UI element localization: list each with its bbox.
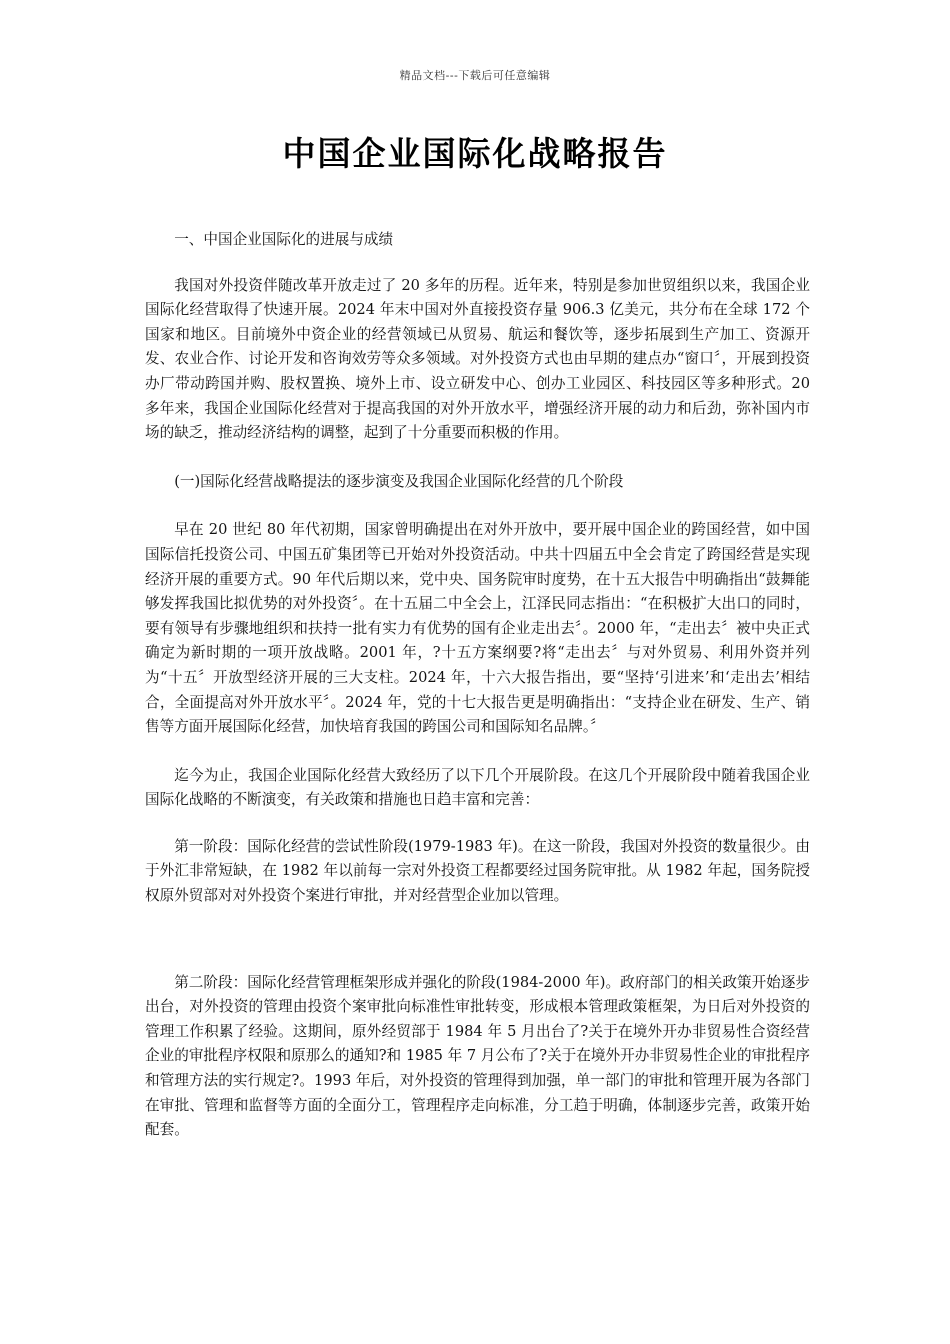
header-note: 精品文档---下载后可任意编辑 (399, 69, 551, 82)
paragraph-1: 我国对外投资伴随改革开放走过了 20 多年的历程。近年来，特别是参加世贸组织以来，我国企业国际化经营取得了快速开展。2024 年末中国对外直接投资存量 906.3 亿美元，共分布在全球 172 个国家和地区。目前境外中资企业的经营领域已从贸易、航运和餐饮等，逐步拓展到生产加工、资源开发、农业合作、讨论开发和咨询效劳等众多领域。对外投资方式也由早期的建点办“窗口〞，开展到投资办厂带动跨国并购、股权置换、境外上市、设立研发中心、创办工业园区、科技园区等多种形式。20 多年来，我国企业国际化经营对于提高我国的对外开放水平，增强经济开展的动力和后劲，弥补国内市场的缺乏，推动经济结构的调整，起到了十分重要而积极的作用。 (145, 276, 810, 442)
section-heading-2: (一)国际化经营战略提法的逐步演变及我国企业国际化经营的几个阶段 (174, 472, 624, 490)
section-heading-1: 一、中国企业国际化的进展与成绩 (174, 231, 394, 248)
document-body (145, 228, 810, 1143)
paragraph-stage-2: 第二阶段：国际化经营管理框架形成并强化的阶段(1984-2000 年)。政府部门的相关政策开始逐步出台，对外投资的管理由投资个案审批向标准性审批转变，形成根本管理政策框架，为日后对外投资的管理工作积累了经验。这期间，原外经贸部于 1984 年 5 月出台了?关于在境外开办非贸易性合资经营企业的审批程序权限和原那么的通知?和 1985 年 7 月公布了?关于在境外开办非贸易性企业的审批程序和管理方法的实行规定?。1993 年后，对外投资的管理得到加强，单一部门的审批和管理开展为各部门在审批、管理和监督等方面的全面分工，管理程序走向标准，分工趋于明确，体制逐步完善，政策开始配套。 (145, 973, 810, 1139)
document-title: 中国企业国际化战略报告 (282, 134, 668, 173)
paragraph-2: 早在 20 世纪 80 年代初期，国家曾明确提出在对外开放中，要开展中国企业的跨国经营，如中国国际信托投资公司、中国五矿集团等已开始对外投资活动。中共十四届五中全会肯定了跨国经营是实现经济开展的重要方式。90 年代后期以来，党中央、国务院审时度势，在十五大报告中明确指出“鼓舞能够发挥我国比拟优势的对外投资〞。在十五届二中全会上，江泽民同志指出：“在积极扩大出口的同时，要有领导有步骤地组织和扶持一批有实力有优势的国有企业走出去〞。2000 年，“走出去〞被中央正式确定为新时期的一项开放战略。2001 年，?十五方案纲要?将“走出去〞与对外贸易、利用外资并列为“十五〞开放型经济开展的三大支柱。2024 年，十六大报告指出，要“坚持‘引进来’和‘走出去’相结合，全面提高对外开放水平〞。2024 年，党的十七大报告更是明确指出：“支持企业在研发、生产、销售等方面开展国际化经营，加快培育我国的跨国公司和国际知名品牌。〞 (145, 521, 810, 736)
paragraph-stage-1: 第一阶段：国际化经营的尝试性阶段(1979-1983 年)。在这一阶段，我国对外投资的数量很少。由于外汇非常短缺，在 1982 年以前每一宗对外投资工程都要经过国务院审批。从 1982 年起，国务院授权原外贸部对对外投资个案进行审批，并对经营型企业加以管理。 (145, 837, 810, 905)
paragraph-3: 迄今为止，我国企业国际化经营大致经历了以下几个开展阶段。在这几个开展阶段中随着我国企业国际化战略的不断演变，有关政策和措施也日趋丰富和完善： (145, 766, 810, 809)
